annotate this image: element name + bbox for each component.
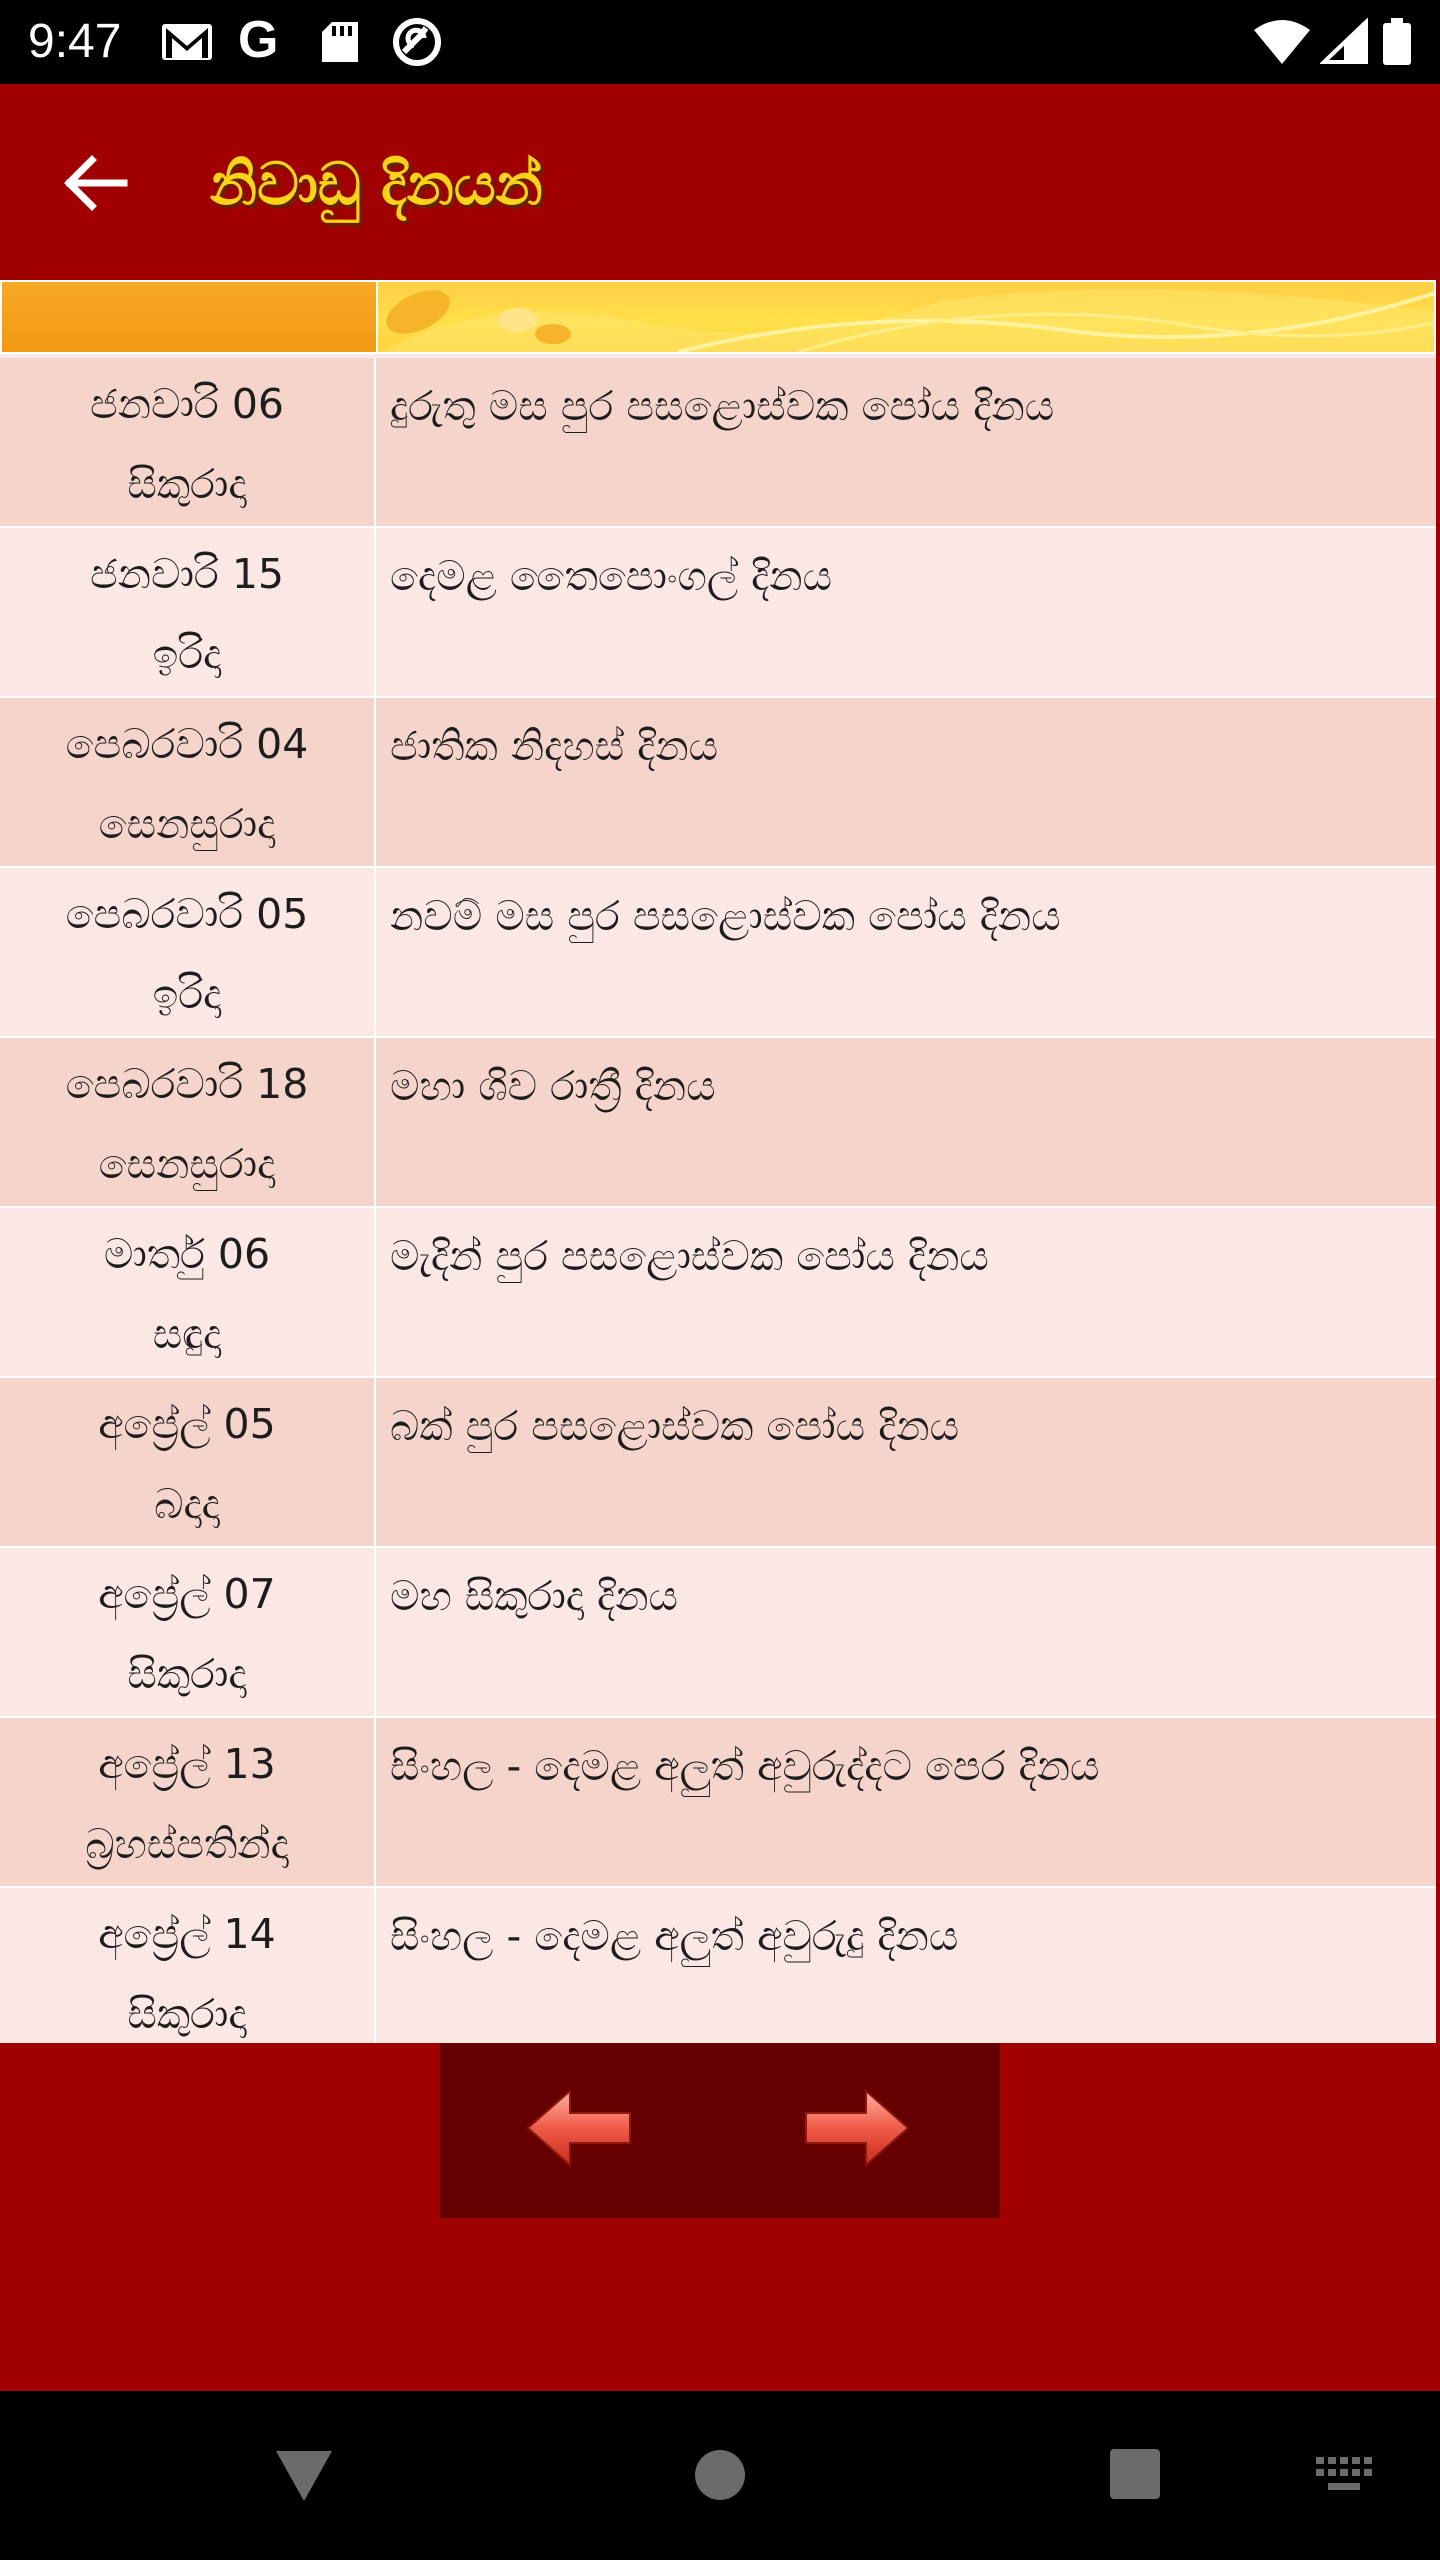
description-cell: දුරුතු මස පුර පසළොස්වක පෝය දිනය	[390, 382, 1055, 430]
app-bar	[0, 84, 1440, 280]
table-header-date	[2, 282, 378, 352]
table-row	[0, 358, 1436, 528]
date-text: අප්‍රේල් 14	[98, 1910, 276, 1958]
day-text: සිකුරාදා	[127, 460, 247, 508]
status-bar	[0, 0, 1440, 84]
table-row	[0, 1378, 1436, 1548]
nav-back-icon[interactable]	[272, 2445, 336, 2505]
date-text: ජනවාරි 06	[90, 380, 284, 428]
battery-icon	[1380, 18, 1414, 66]
table-header	[0, 280, 1436, 354]
holiday-table	[0, 280, 1440, 2043]
description-cell: නවම් මස පුර පසළොස්වක පෝය දිනය	[390, 892, 1061, 940]
page-title: නිවාඩු දිනයන්	[210, 150, 543, 218]
date-text: අප්‍රේල් 05	[98, 1400, 276, 1448]
ring-icon	[390, 18, 444, 66]
table-header-description	[378, 282, 1434, 352]
bottom-area	[0, 2043, 1440, 2391]
day-text: ඉරිදා	[152, 630, 222, 678]
google-icon: G	[238, 11, 279, 69]
description-cell: සිංහල - දෙමළ අලුත් අවුරුදු දිනය	[390, 1912, 959, 1960]
day-text: බ්‍රහස්පතින්දා	[85, 1820, 289, 1868]
description-cell: සිංහල - දෙමළ අලුත් අවුරුද්දට පෙර දිනය	[390, 1742, 1100, 1790]
description-cell: දෙමළ තෛපොංගල් දිනය	[390, 552, 833, 600]
table-row	[0, 1208, 1436, 1378]
arrow-back-icon[interactable]	[52, 138, 142, 228]
date-text: පෙබරවාරි 04	[65, 720, 309, 768]
table-body	[0, 358, 1436, 2046]
table-row	[0, 528, 1436, 698]
table-row	[0, 1718, 1436, 1888]
date-cell	[0, 1888, 376, 2046]
keyboard-icon[interactable]	[1316, 2457, 1372, 2493]
day-text: සෙනසුරාදා	[98, 800, 276, 848]
date-text: ජනවාරි 15	[90, 550, 284, 598]
arrow-right-icon[interactable]	[802, 2083, 912, 2173]
day-text: සඳුදා	[152, 1310, 222, 1358]
date-cell	[0, 1548, 376, 1716]
day-text: බදාදා	[154, 1480, 220, 1528]
description-cell: ජාතික නිදහස් දිනය	[390, 722, 719, 770]
description-cell: මැදින් පුර පසළොස්වක පෝය දිනය	[390, 1232, 989, 1280]
date-cell	[0, 1378, 376, 1546]
table-row	[0, 1888, 1436, 2046]
nav-home-icon[interactable]	[694, 2449, 746, 2501]
date-cell	[0, 1718, 376, 1886]
date-cell	[0, 698, 376, 866]
date-cell	[0, 528, 376, 696]
description-cell: මහ සිකුරාදා දිනය	[390, 1572, 679, 1620]
header-decoration	[378, 282, 1434, 352]
table-row	[0, 868, 1436, 1038]
date-cell	[0, 358, 376, 526]
date-cell	[0, 868, 376, 1036]
status-time: 9:47	[28, 15, 122, 68]
day-text: සිකුරාදා	[127, 1990, 247, 2038]
description-cell: බක් පුර පසළොස්වක පෝය දිනය	[390, 1402, 960, 1450]
pager	[440, 2043, 1000, 2218]
day-text: ඉරිදා	[152, 970, 222, 1018]
signal-icon	[1320, 18, 1370, 66]
system-nav-bar	[0, 2391, 1440, 2560]
date-text: පෙබරවාරි 05	[65, 890, 309, 938]
table-row	[0, 698, 1436, 868]
date-text: අප්‍රේල් 07	[98, 1570, 276, 1618]
arrow-left-icon[interactable]	[524, 2083, 634, 2173]
date-text: පෙබරවාරි 18	[65, 1060, 309, 1108]
date-cell	[0, 1038, 376, 1206]
date-text: මාර්තු 06	[103, 1230, 271, 1278]
gmail-icon	[160, 18, 214, 66]
nav-recents-icon[interactable]	[1108, 2447, 1162, 2501]
day-text: සෙනසුරාදා	[98, 1140, 276, 1188]
day-text: සිකුරාදා	[127, 1650, 247, 1698]
sd-card-icon	[318, 18, 362, 66]
table-row	[0, 1038, 1436, 1208]
date-text: අප්‍රේල් 13	[98, 1740, 276, 1788]
table-row	[0, 1548, 1436, 1718]
date-cell	[0, 1208, 376, 1376]
wifi-icon	[1252, 18, 1312, 66]
description-cell: මහා ශිව රාත්‍රී දිනය	[390, 1062, 716, 1110]
